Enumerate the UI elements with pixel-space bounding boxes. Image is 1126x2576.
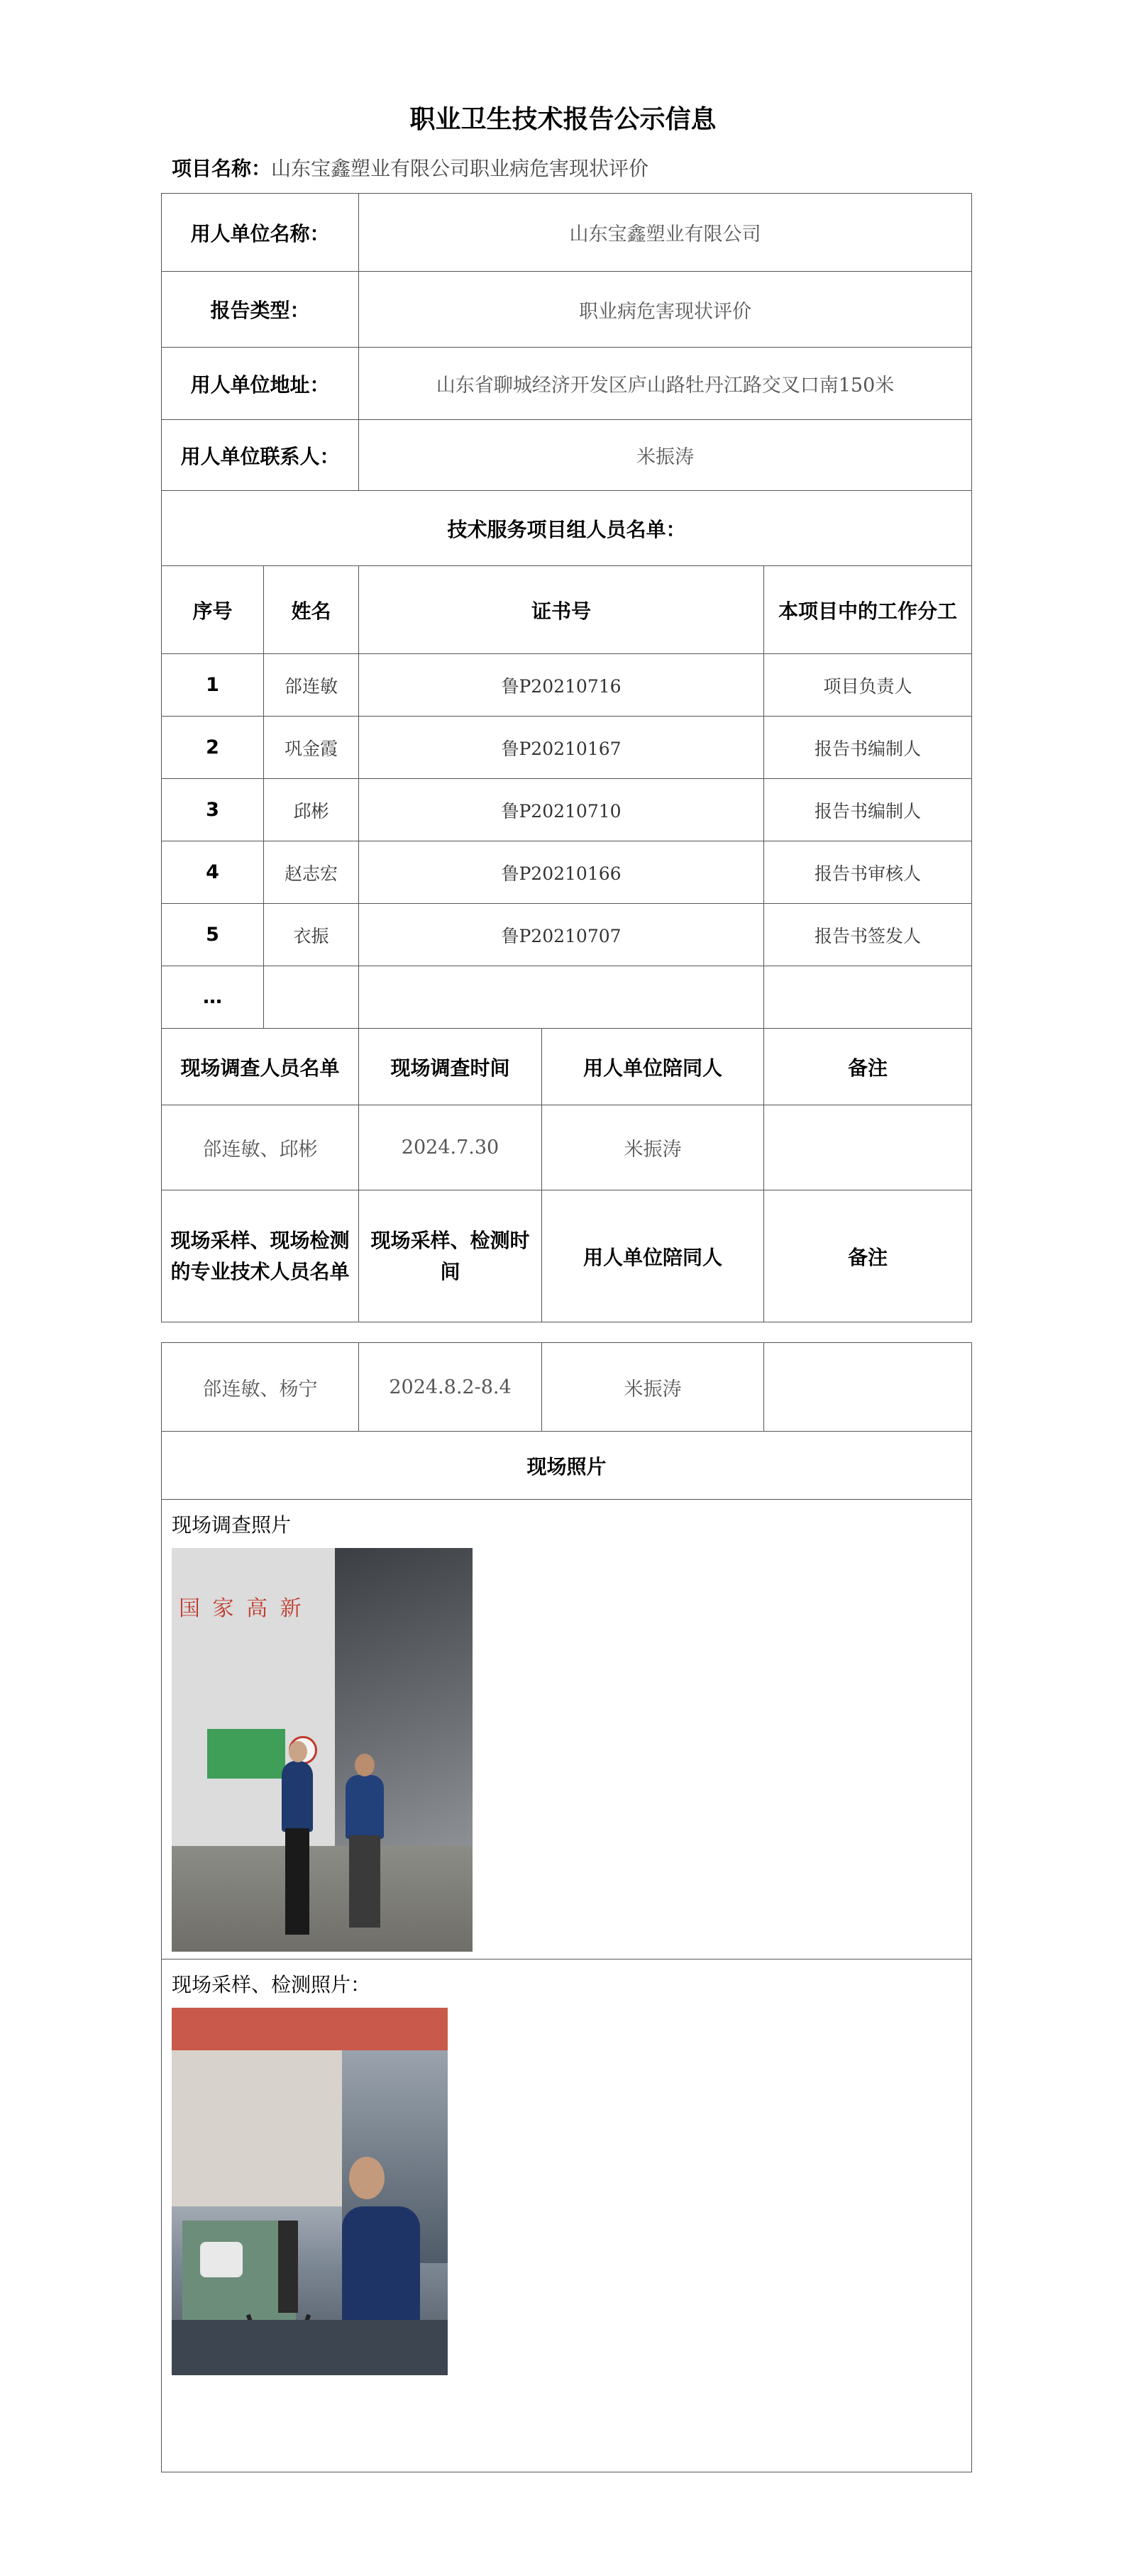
sampling-col-time: 现场采样、检测时间 xyxy=(359,1190,542,1322)
team-row-cert: 鲁P20210710 xyxy=(359,779,764,841)
team-row-no: 5 xyxy=(162,904,264,966)
address-label: 用人单位地址： xyxy=(162,348,359,420)
unit-name-label: 用人单位名称： xyxy=(162,194,359,272)
photos-heading-row xyxy=(162,1432,972,1500)
info-row-contact xyxy=(162,420,972,491)
empty-cell xyxy=(764,966,972,1029)
survey-photo-row xyxy=(162,1500,972,1959)
report-type-label: 报告类型： xyxy=(162,272,359,348)
project-name: 山东宝鑫塑业有限公司职业病危害现状评价 xyxy=(271,157,649,180)
survey-col-staff: 现场调查人员名单 xyxy=(162,1029,359,1105)
team-row-name: 邱彬 xyxy=(264,779,359,841)
team-row xyxy=(162,717,972,779)
survey-col-time: 现场调查时间 xyxy=(359,1029,542,1105)
survey-photo xyxy=(172,1548,473,1952)
team-row-no: 2 xyxy=(162,717,264,779)
survey-photo-sign: 国 家 高 新 xyxy=(179,1596,304,1621)
survey-col-escort: 用人单位陪同人 xyxy=(542,1029,764,1105)
team-header-row xyxy=(162,566,972,654)
sampling-col-escort: 用人单位陪同人 xyxy=(542,1190,764,1322)
sampling-col-staff: 现场采样、现场检测的专业技术人员名单 xyxy=(162,1190,359,1322)
team-row-name: 巩金霞 xyxy=(264,717,359,779)
team-row-role: 项目负责人 xyxy=(764,654,972,717)
team-row-name: 郃连敏 xyxy=(264,654,359,717)
survey-col-remark: 备注 xyxy=(764,1029,972,1105)
project-line xyxy=(172,153,648,182)
team-row-cert: 鲁P20210167 xyxy=(359,717,764,779)
contact-label: 用人单位联系人： xyxy=(162,420,359,491)
report-type-value: 职业病危害现状评价 xyxy=(359,272,972,348)
team-row-no: 4 xyxy=(162,841,264,904)
ellipsis-cell: … xyxy=(162,966,264,1029)
project-label: 项目名称： xyxy=(172,157,272,180)
photos-heading: 现场照片 xyxy=(162,1432,972,1500)
team-row xyxy=(162,779,972,841)
team-row-name: 衣振 xyxy=(264,904,359,966)
document-title: 职业卫生技术报告公示信息 xyxy=(409,105,717,134)
team-row xyxy=(162,904,972,966)
survey-header-row xyxy=(162,1029,972,1105)
sampling-photo-cell xyxy=(162,1959,972,2472)
address-value: 山东省聊城经济开发区庐山路牡丹江路交叉口南150米 xyxy=(359,348,972,420)
sampling-photo-label: 现场采样、检测照片： xyxy=(172,1973,371,1996)
info-row-report-type xyxy=(162,272,972,348)
sampling-time: 2024.8.2-8.4 xyxy=(359,1343,542,1432)
team-row-role: 报告书编制人 xyxy=(764,717,972,779)
sampling-remark xyxy=(764,1343,972,1432)
team-row-role: 报告书审核人 xyxy=(764,841,972,904)
empty-cell xyxy=(359,966,764,1029)
survey-staff: 郃连敏、邱彬 xyxy=(162,1105,359,1190)
team-row-no: 1 xyxy=(162,654,264,717)
sampling-header-row xyxy=(162,1190,972,1322)
empty-cell xyxy=(264,966,359,1029)
photos-table xyxy=(161,1342,972,2472)
sampling-photo xyxy=(172,2008,448,2375)
contact-value: 米振涛 xyxy=(359,420,972,491)
team-row-cert: 鲁P20210707 xyxy=(359,904,764,966)
team-heading: 技术服务项目组人员名单： xyxy=(162,491,972,566)
team-row xyxy=(162,654,972,717)
team-row-no: 3 xyxy=(162,779,264,841)
sampling-escort: 米振涛 xyxy=(542,1343,764,1432)
team-row-cert: 鲁P20210166 xyxy=(359,841,764,904)
team-row-role: 报告书编制人 xyxy=(764,779,972,841)
team-row-role: 报告书签发人 xyxy=(764,904,972,966)
team-row-name: 赵志宏 xyxy=(264,841,359,904)
report-info-table xyxy=(161,193,972,1322)
survey-photo-cell xyxy=(162,1500,972,1959)
survey-remark xyxy=(764,1105,972,1190)
col-header-cert: 证书号 xyxy=(359,566,764,654)
col-header-role: 本项目中的工作分工 xyxy=(764,566,972,654)
team-row xyxy=(162,841,972,904)
info-row-address xyxy=(162,348,972,420)
info-row-unit-name xyxy=(162,194,972,272)
survey-time: 2024.7.30 xyxy=(359,1105,542,1190)
unit-name-value: 山东宝鑫塑业有限公司 xyxy=(359,194,972,272)
col-header-name: 姓名 xyxy=(264,566,359,654)
team-row-cert: 鲁P20210716 xyxy=(359,654,764,717)
team-heading-row xyxy=(162,491,972,566)
sampling-staff: 郃连敏、杨宁 xyxy=(162,1343,359,1432)
team-row-ellipsis xyxy=(162,966,972,1029)
sampling-photo-row xyxy=(162,1959,972,2472)
sampling-col-remark: 备注 xyxy=(764,1190,972,1322)
survey-value-row xyxy=(162,1105,972,1190)
survey-photo-label: 现场调查照片 xyxy=(172,1513,292,1537)
col-header-no: 序号 xyxy=(162,566,264,654)
sampling-value-row xyxy=(162,1343,972,1432)
survey-escort: 米振涛 xyxy=(542,1105,764,1190)
